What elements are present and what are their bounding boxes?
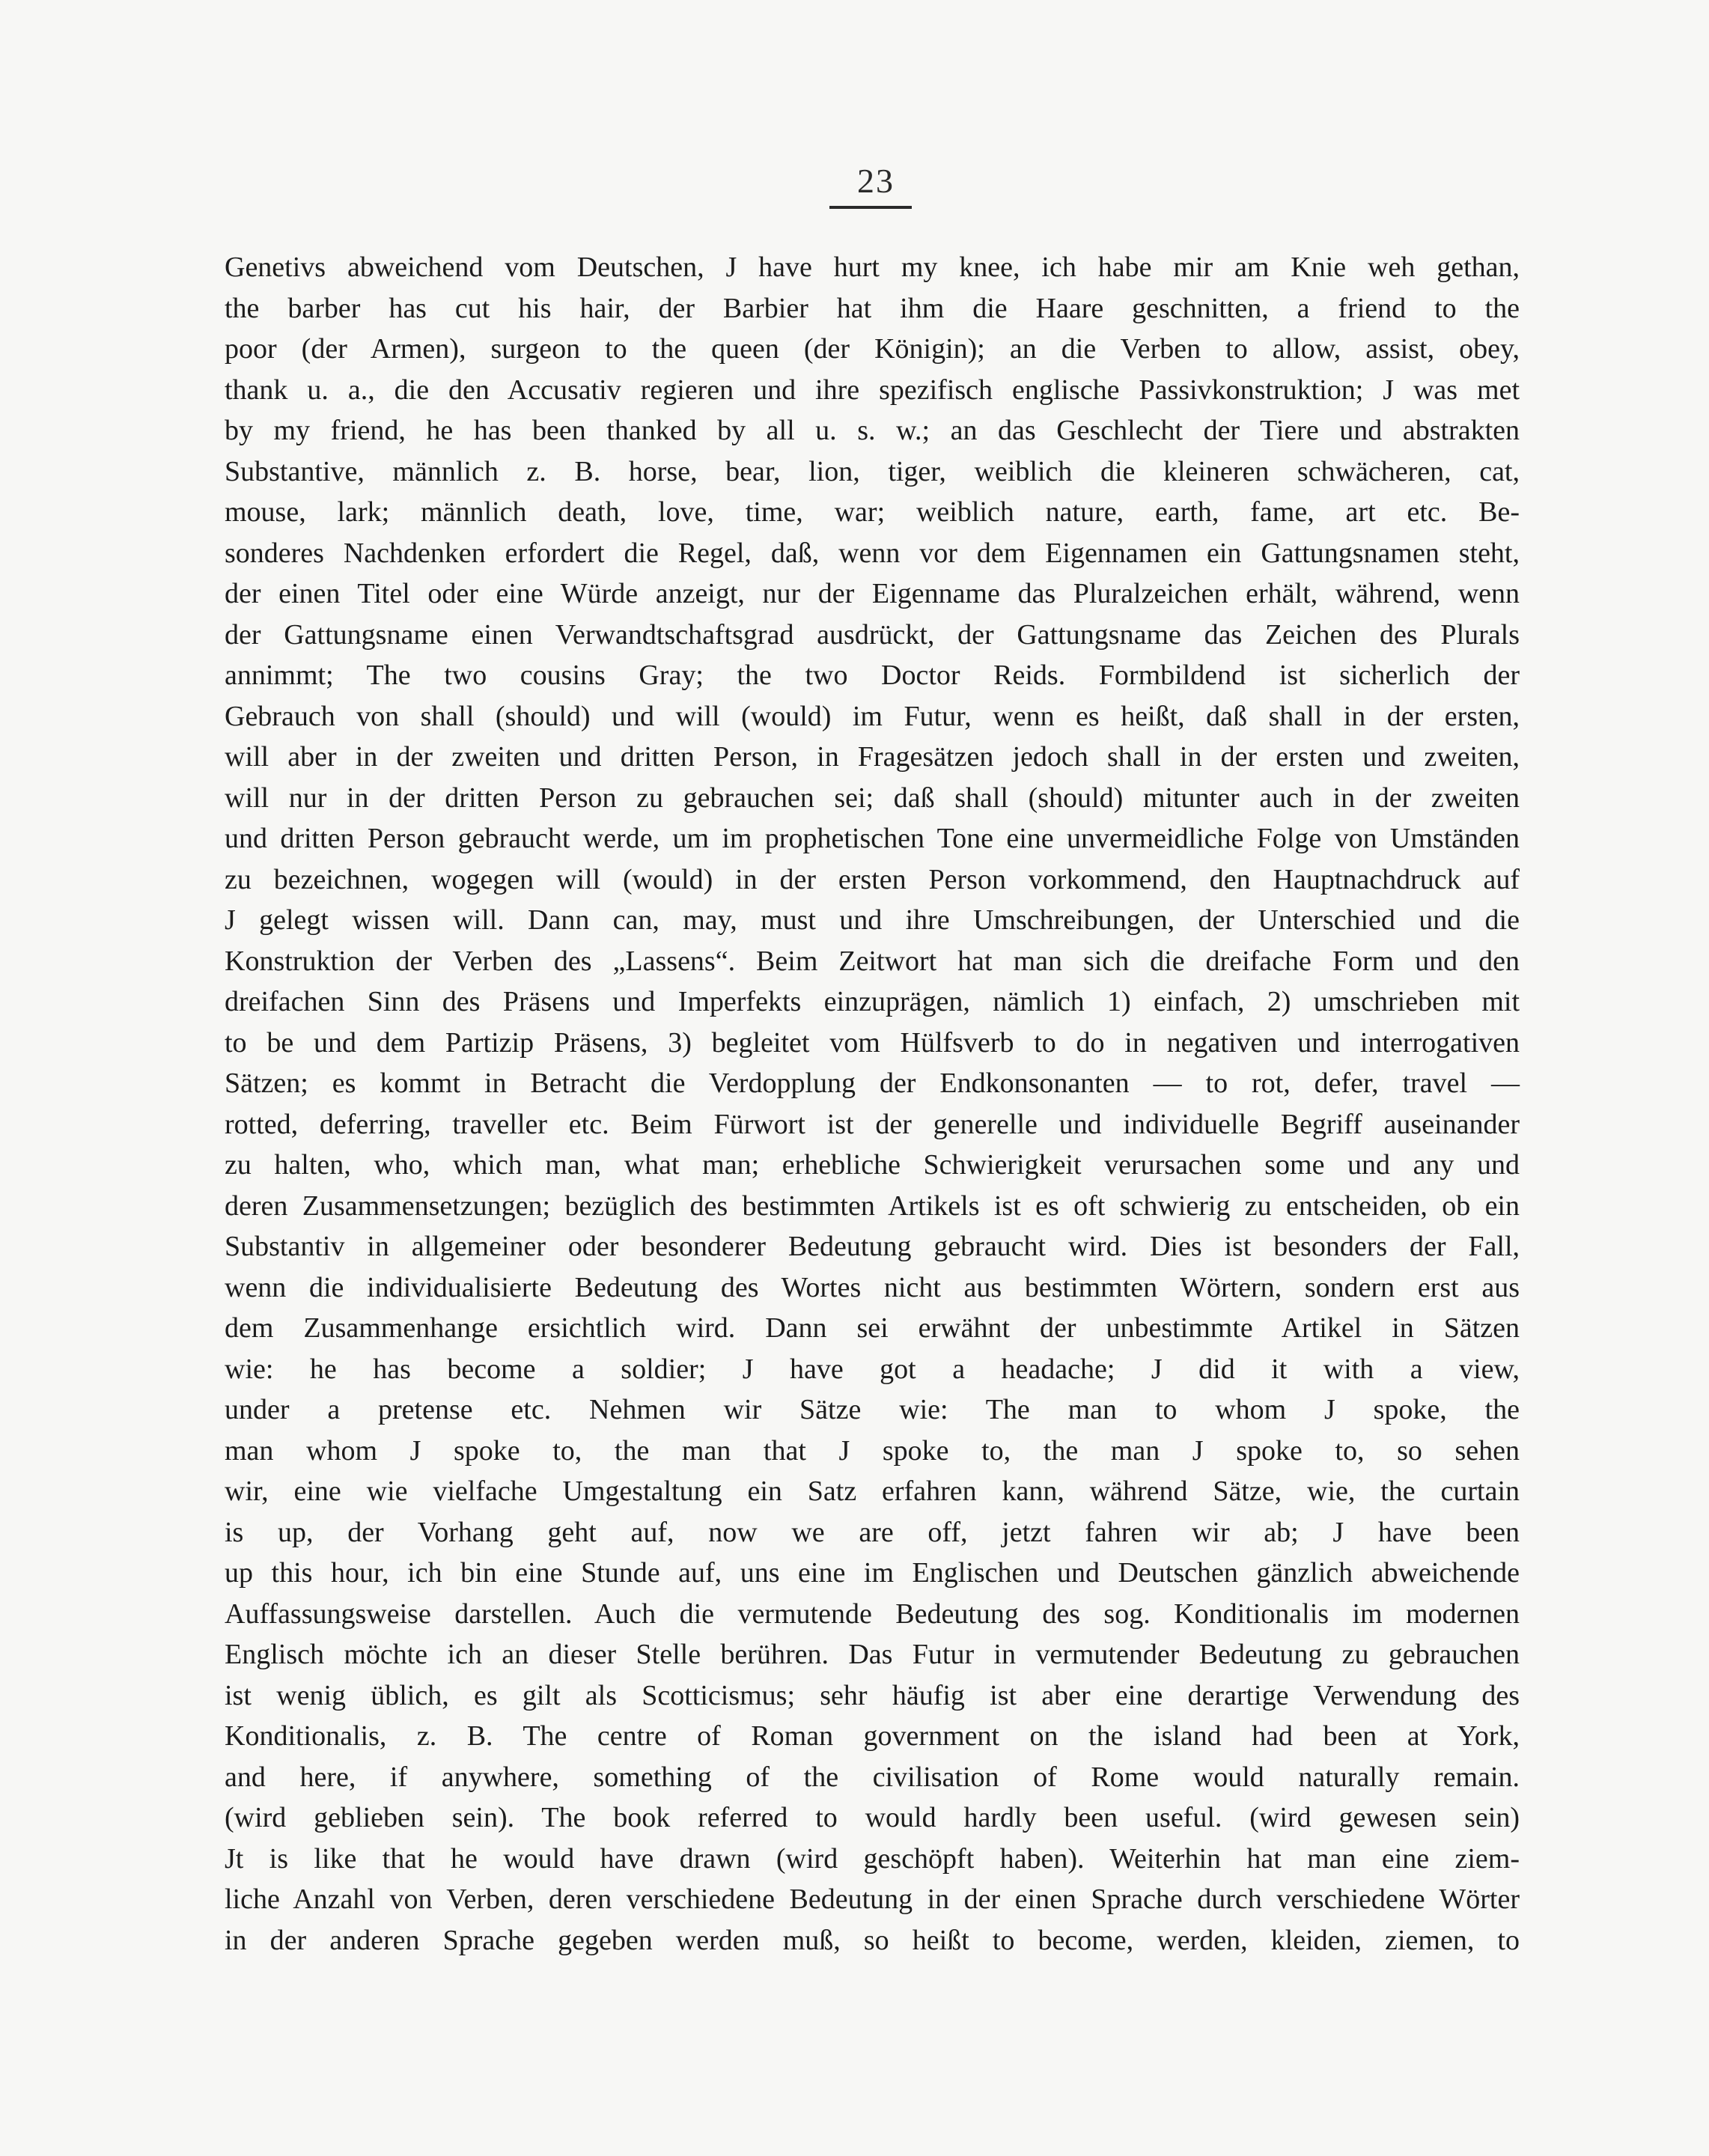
text-line: annimmt; The two cousins Gray; the two Doctor Reids. Formbildend ist sicherlich der <box>225 660 1520 691</box>
text-line: liche Anzahl von Verben, deren verschiedene Bedeutung in der einen Sprache durch verschiedene Wörter <box>225 1884 1520 1915</box>
text-line: in der anderen Sprache gegeben werden muß, so heißt to become, werden, kleiden, ziemen, to <box>225 1924 1520 1956</box>
text-line: will nur in der dritten Person zu gebrauchen sei; daß shall (should) mitunter auch in der zweiten <box>225 782 1520 814</box>
text-line: the barber has cut his hair, der Barbier hat ihm die Haare geschnitten, a friend to the <box>225 292 1520 324</box>
text-line: man whom J spoke to, the man that J spoke to, the man J spoke to, so sehen <box>225 1434 1520 1467</box>
text-line: dreifachen Sinn des Präsens und Imperfekts einzuprägen, nämlich 1) einfach, 2) umschrieben mit <box>225 986 1520 1017</box>
text-line: will aber in der zweiten und dritten Person, in Fragesätzen jedoch shall in der ersten und zweiten, <box>225 741 1520 773</box>
text-line: sonderes Nachdenken erfordert die Regel, daß, wenn vor dem Eigennamen ein Gattungsnamen steht, <box>225 537 1520 569</box>
text-line: Genetivs abweichend vom Deutschen, J have hurt my knee, ich habe mir am Knie weh gethan, <box>225 252 1520 283</box>
text-line: deren Zusammensetzungen; bezüglich des bestimmten Artikels ist es oft schwierig zu entscheiden, ob ein <box>225 1190 1520 1222</box>
text-line: by my friend, he has been thanked by all u. s. w.; an das Geschlecht der Tiere und abstrakten <box>225 415 1520 446</box>
text-line: mouse, lark; männlich death, love, time, war; weiblich nature, earth, fame, art etc. Be- <box>225 496 1520 528</box>
page-number-block <box>823 160 928 202</box>
text-line: Auffassungsweise darstellen. Auch die vermutende Bedeutung des sog. Konditionalis im modernen <box>225 1598 1520 1630</box>
text-line: und dritten Person gebraucht werde, um im prophetischen Tone eine unvermeidliche Folge von Umständen <box>225 823 1520 854</box>
body-text <box>225 247 1520 1961</box>
text-line: zu halten, who, which man, what man; erhebliche Schwierigkeit verursachen some und any und <box>225 1149 1520 1181</box>
text-line: zu bezeichnen, wogegen will (would) in der ersten Person vorkommend, den Hauptnachdruck auf <box>225 863 1520 895</box>
text-line: wie: he has become a soldier; J have got a headache; J did it with a view, <box>225 1353 1520 1385</box>
text-line: rotted, deferring, traveller etc. Beim Fürwort ist der generelle und individuelle Begriff auseinander <box>225 1108 1520 1140</box>
text-line: poor (der Armen), surgeon to the queen (der Königin); an die Verben to allow, assist, obey, <box>225 333 1520 365</box>
text-line: Konditionalis, z. B. The centre of Roman government on the island had been at York, <box>225 1720 1520 1752</box>
text-line: wir, eine wie vielfache Umgestaltung ein Satz erfahren kann, während Sätze, wie, the curtain <box>225 1476 1520 1507</box>
text-line: Gebrauch von shall (should) und will (would) im Futur, wenn es heißt, daß shall in der ersten, <box>225 700 1520 732</box>
text-line: thank u. a., die den Accusativ regieren und ihre spezifisch englische Passivkonstruktion; J was met <box>225 374 1520 406</box>
text-line: up this hour, ich bin eine Stunde auf, uns eine im Englischen und Deutschen gänzlich abweichende <box>225 1557 1520 1589</box>
text-line: Konstruktion der Verben des „Lassens“. Beim Zeitwort hat man sich die dreifache Form und den <box>225 945 1520 977</box>
text-line: Substantive, männlich z. B. horse, bear, lion, tiger, weiblich die kleineren schwächeren, cat, <box>225 455 1520 487</box>
text-line: der einen Titel oder eine Würde anzeigt, nur der Eigenname das Pluralzeichen erhält, während, wenn <box>225 578 1520 609</box>
text-line: Jt is like that he would have drawn (wird geschöpft haben). Weiterhin hat man eine ziem- <box>225 1842 1520 1875</box>
page-number: 23 <box>857 162 895 200</box>
text-line: ist wenig üblich, es gilt als Scotticismus; sehr häufig ist aber eine derartige Verwendung des <box>225 1679 1520 1711</box>
text-line: and here, if anywhere, something of the civilisation of Rome would naturally remain. <box>225 1761 1520 1793</box>
text-line: to be und dem Partizip Präsens, 3) begleitet vom Hülfsverb to do in negativen und interrogativen <box>225 1026 1520 1059</box>
page-number-underline <box>829 206 912 209</box>
text-line: is up, der Vorhang geht auf, now we are off, jetzt fahren wir ab; J have been <box>225 1516 1520 1548</box>
text-line: Substantiv in allgemeiner oder besonderer Bedeutung gebraucht wird. Dies ist besonders der Fall, <box>225 1231 1520 1262</box>
text-line: der Gattungsname einen Verwandtschaftsgrad ausdrückt, der Gattungsname das Zeichen des Plurals <box>225 618 1520 651</box>
text-line: (wird geblieben sein). The book referred to would hardly been useful. (wird gewesen sein) <box>225 1802 1520 1833</box>
text-line: dem Zusammenhange ersichtlich wird. Dann sei erwähnt der unbestimmte Artikel in Sätzen <box>225 1312 1520 1344</box>
text-line: under a pretense etc. Nehmen wir Sätze wie: The man to whom J spoke, the <box>225 1394 1520 1425</box>
text-line: wenn die individualisierte Bedeutung des Wortes nicht aus bestimmten Wörtern, sondern erst aus <box>225 1271 1520 1303</box>
text-line: Sätzen; es kommt in Betracht die Verdopplung der Endkonsonanten — to rot, defer, travel — <box>225 1068 1520 1099</box>
text-line: J gelegt wissen will. Dann can, may, must und ihre Umschreibungen, der Unterschied und die <box>225 904 1520 936</box>
text-line: Englisch möchte ich an dieser Stelle berühren. Das Futur in vermutender Bedeutung zu gebrauchen <box>225 1639 1520 1670</box>
